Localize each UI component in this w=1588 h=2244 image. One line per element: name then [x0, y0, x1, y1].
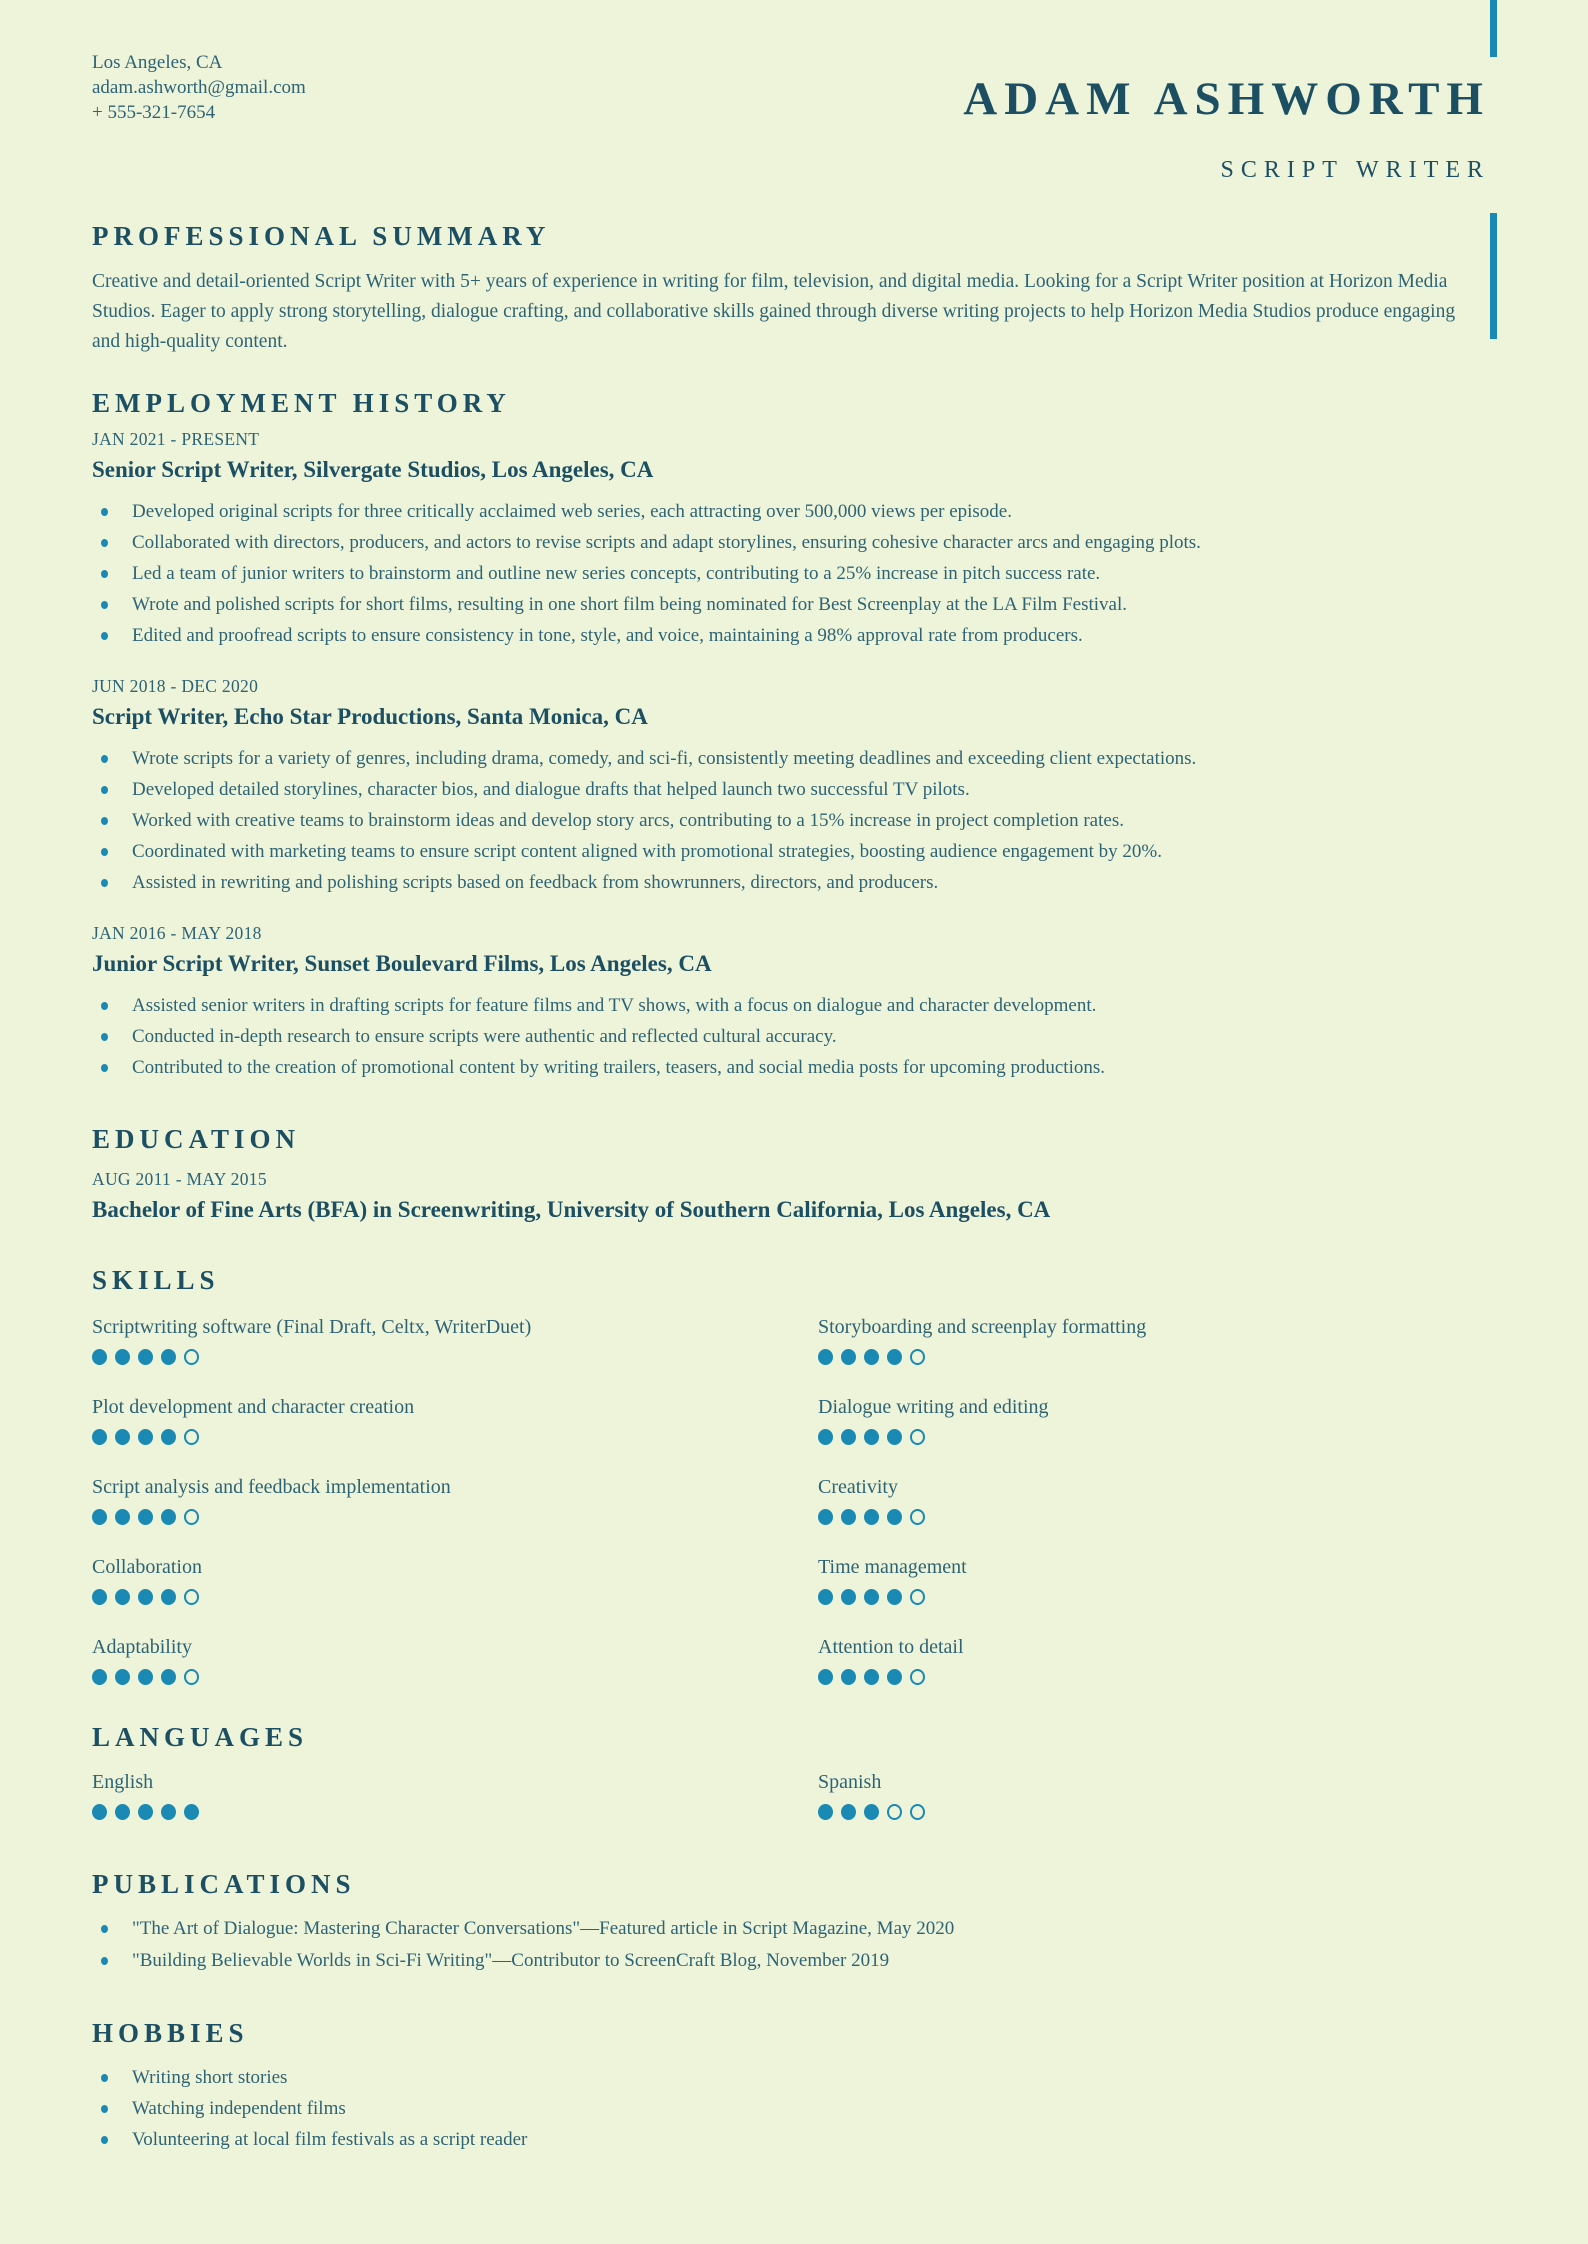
rating-dot-filled	[887, 1509, 902, 1525]
contact-location: Los Angeles, CA	[92, 52, 223, 73]
rating-dot-empty	[910, 1429, 925, 1445]
rating-dot-filled	[92, 1429, 107, 1445]
rating-dot-filled	[818, 1589, 833, 1605]
job-entry	[92, 922, 1490, 1083]
skill-rating	[818, 1349, 1490, 1365]
rating-dot-filled	[115, 1349, 130, 1365]
publication-item: "The Art of Dialogue: Mastering Character Conversations"—Featured article in Script Magazine, May 2020	[92, 1913, 1490, 1945]
rating-dot-empty	[184, 1669, 199, 1685]
rating-dot-filled	[184, 1804, 199, 1820]
rating-dot-filled	[115, 1669, 130, 1685]
rating-dot-filled	[161, 1509, 176, 1525]
section-languages	[92, 1721, 1490, 1820]
language-rating	[92, 1804, 818, 1820]
hobby-item: Watching independent films	[92, 2093, 1490, 2124]
skills-grid	[92, 1315, 1490, 1685]
header-identity	[963, 50, 1490, 184]
job-bullet: Led a team of junior writers to brainstorm and outline new series concepts, contributing to a 25% increase in pitch success rate.	[92, 558, 1490, 589]
skill-label: Plot development and character creation	[92, 1396, 415, 1418]
skill-rating	[92, 1349, 818, 1365]
rating-dot-empty	[910, 1804, 925, 1820]
job-bullet-list	[92, 496, 1490, 651]
skill-label: Storyboarding and screenplay formatting	[818, 1316, 1147, 1338]
job-entry	[92, 675, 1490, 898]
skill-rating	[818, 1429, 1490, 1445]
rating-dot-filled	[161, 1589, 176, 1605]
skill-item	[818, 1635, 1490, 1685]
rating-dot-filled	[115, 1589, 130, 1605]
rating-dot-filled	[887, 1589, 902, 1605]
rating-dot-filled	[864, 1589, 879, 1605]
skill-label: Script analysis and feedback implementation	[92, 1476, 451, 1498]
skill-label: Dialogue writing and editing	[818, 1396, 1049, 1418]
rating-dot-filled	[161, 1429, 176, 1445]
job-dates: JAN 2016 - MAY 2018	[92, 923, 262, 943]
rating-dot-filled	[115, 1429, 130, 1445]
rating-dot-empty	[184, 1349, 199, 1365]
rating-dot-filled	[138, 1509, 153, 1525]
education-degree: Bachelor of Fine Arts (BFA) in Screenwriting, University of Southern California, Los Angeles, CA	[92, 1197, 1051, 1222]
job-bullet-list	[92, 990, 1490, 1083]
rating-dot-filled	[138, 1589, 153, 1605]
skill-item	[92, 1315, 818, 1365]
rating-dot-filled	[887, 1349, 902, 1365]
publications-heading: PUBLICATIONS	[92, 1869, 356, 1899]
rating-dot-filled	[864, 1509, 879, 1525]
job-bullet: Contributed to the creation of promotional content by writing trailers, teasers, and social media posts for upcoming productions.	[92, 1052, 1490, 1083]
rating-dot-filled	[92, 1804, 107, 1820]
rating-dot-filled	[115, 1804, 130, 1820]
candidate-role: SCRIPT WRITER	[1220, 157, 1490, 183]
job-bullet: Conducted in-depth research to ensure scripts were authentic and reflected cultural accuracy.	[92, 1021, 1490, 1052]
summary-text: Creative and detail-oriented Script Writer with 5+ years of experience in writing for film, television, and digital media. Looking for a Script Writer position at Horizon Media Studios. Eager to apply strong storytelling, dialogue crafting, and collaborative skills gained through diverse writing projects to help Horizon Media Studios produce engaging and high-quality content.	[92, 271, 1456, 352]
language-label: English	[92, 1771, 154, 1793]
contact-block	[92, 50, 306, 125]
skill-rating	[92, 1669, 818, 1685]
rating-dot-filled	[864, 1429, 879, 1445]
job-bullet: Collaborated with directors, producers, and actors to revise scripts and adapt storylines, ensuring cohesive character arcs and engaging plots.	[92, 527, 1490, 558]
skill-label: Creativity	[818, 1476, 898, 1498]
education-dates: AUG 2011 - MAY 2015	[92, 1169, 267, 1189]
hobby-item: Writing short stories	[92, 2062, 1490, 2093]
section-professional-summary	[92, 220, 1490, 357]
language-rating	[818, 1804, 1490, 1820]
skill-item	[818, 1555, 1490, 1605]
job-bullet: Coordinated with marketing teams to ensure script content aligned with promotional strategies, boosting audience engagement by 20%.	[92, 836, 1490, 867]
rating-dot-filled	[161, 1804, 176, 1820]
job-bullet: Wrote and polished scripts for short films, resulting in one short film being nominated for Best Screenplay at the LA Film Festival.	[92, 589, 1490, 620]
publication-item: "Building Believable Worlds in Sci-Fi Writing"—Contributor to ScreenCraft Blog, November 2019	[92, 1945, 1490, 1977]
employment-heading: EMPLOYMENT HISTORY	[92, 388, 511, 418]
job-title: Script Writer, Echo Star Productions, Santa Monica, CA	[92, 704, 648, 729]
rating-dot-filled	[818, 1804, 833, 1820]
rating-dot-filled	[92, 1509, 107, 1525]
publication-list	[92, 1913, 1490, 1977]
candidate-name: ADAM ASHWORTH	[963, 73, 1490, 125]
skill-item	[92, 1475, 818, 1525]
skill-label: Attention to detail	[818, 1636, 964, 1658]
job-bullet: Worked with creative teams to brainstorm ideas and develop story arcs, contributing to a 15% increase in project completion rates.	[92, 805, 1490, 836]
rating-dot-filled	[841, 1429, 856, 1445]
job-dates: JUN 2018 - DEC 2020	[92, 676, 259, 696]
skill-rating	[92, 1589, 818, 1605]
rating-dot-filled	[887, 1669, 902, 1685]
skill-label: Collaboration	[92, 1556, 202, 1578]
contact-phone: + 555-321-7654	[92, 102, 216, 123]
language-item	[818, 1770, 1490, 1820]
job-bullet: Edited and proofread scripts to ensure consistency in tone, style, and voice, maintaining a 98% approval rate from producers.	[92, 620, 1490, 651]
rating-dot-filled	[818, 1669, 833, 1685]
rating-dot-filled	[138, 1669, 153, 1685]
language-item	[92, 1770, 818, 1820]
rating-dot-filled	[864, 1349, 879, 1365]
rating-dot-filled	[161, 1669, 176, 1685]
rating-dot-filled	[864, 1804, 879, 1820]
skill-item	[818, 1395, 1490, 1445]
rating-dot-filled	[138, 1804, 153, 1820]
rating-dot-filled	[818, 1509, 833, 1525]
skills-heading: SKILLS	[92, 1265, 220, 1295]
rating-dot-empty	[910, 1349, 925, 1365]
hobby-item: Volunteering at local film festivals as a script reader	[92, 2124, 1490, 2155]
contact-email: adam.ashworth@gmail.com	[92, 77, 306, 98]
job-bullet: Developed detailed storylines, character bios, and dialogue drafts that helped launch two successful TV pilots.	[92, 774, 1490, 805]
section-hobbies	[92, 2017, 1490, 2155]
rating-dot-filled	[818, 1429, 833, 1445]
rating-dot-filled	[818, 1349, 833, 1365]
skill-item	[92, 1555, 818, 1605]
summary-heading: PROFESSIONAL SUMMARY	[92, 221, 551, 251]
skill-item	[818, 1315, 1490, 1365]
rating-dot-filled	[92, 1349, 107, 1365]
rating-dot-filled	[92, 1589, 107, 1605]
rating-dot-filled	[841, 1804, 856, 1820]
rating-dot-filled	[841, 1669, 856, 1685]
skill-item	[818, 1475, 1490, 1525]
skill-label: Scriptwriting software (Final Draft, Celtx, WriterDuet)	[92, 1316, 532, 1338]
rating-dot-filled	[841, 1509, 856, 1525]
rating-dot-empty	[184, 1429, 199, 1445]
skill-rating	[818, 1509, 1490, 1525]
job-bullet-list	[92, 743, 1490, 898]
skill-rating	[818, 1669, 1490, 1685]
rating-dot-empty	[910, 1509, 925, 1525]
section-education	[92, 1123, 1490, 1224]
job-bullet: Assisted senior writers in drafting scripts for feature films and TV shows, with a focus on dialogue and character development.	[92, 990, 1490, 1021]
rating-dot-empty	[184, 1509, 199, 1525]
rating-dot-filled	[887, 1429, 902, 1445]
skill-rating	[92, 1509, 818, 1525]
job-title: Senior Script Writer, Silvergate Studios, Los Angeles, CA	[92, 457, 654, 482]
skill-item	[92, 1635, 818, 1685]
rating-dot-empty	[887, 1804, 902, 1820]
job-entry	[92, 428, 1490, 651]
rating-dot-empty	[910, 1669, 925, 1685]
rating-dot-filled	[161, 1349, 176, 1365]
hobby-list	[92, 2062, 1490, 2155]
education-heading: EDUCATION	[92, 1124, 301, 1154]
job-bullet: Wrote scripts for a variety of genres, including drama, comedy, and sci-fi, consistently meeting deadlines and exceeding client expectations.	[92, 743, 1490, 774]
skill-item	[92, 1395, 818, 1445]
job-title: Junior Script Writer, Sunset Boulevard Films, Los Angeles, CA	[92, 951, 712, 976]
skill-label: Time management	[818, 1556, 967, 1578]
hobbies-heading: HOBBIES	[92, 2018, 249, 2048]
rating-dot-filled	[138, 1349, 153, 1365]
languages-heading: LANGUAGES	[92, 1722, 309, 1752]
job-bullet: Developed original scripts for three critically acclaimed web series, each attracting over 500,000 views per episode.	[92, 496, 1490, 527]
section-employment-history	[92, 387, 1490, 1083]
rating-dot-empty	[910, 1589, 925, 1605]
job-bullet: Assisted in rewriting and polishing scripts based on feedback from showrunners, directors, and producers.	[92, 867, 1490, 898]
rating-dot-filled	[864, 1669, 879, 1685]
section-skills	[92, 1264, 1490, 1685]
rating-dot-filled	[92, 1669, 107, 1685]
job-dates: JAN 2021 - PRESENT	[92, 429, 260, 449]
rating-dot-empty	[184, 1589, 199, 1605]
section-publications	[92, 1868, 1490, 1977]
languages-grid	[92, 1770, 1490, 1820]
rating-dot-filled	[115, 1509, 130, 1525]
language-label: Spanish	[818, 1771, 882, 1793]
skill-rating	[818, 1589, 1490, 1605]
skill-label: Adaptability	[92, 1636, 192, 1658]
header	[92, 50, 1490, 184]
skill-rating	[92, 1429, 818, 1445]
rating-dot-filled	[138, 1429, 153, 1445]
rating-dot-filled	[841, 1349, 856, 1365]
rating-dot-filled	[841, 1589, 856, 1605]
